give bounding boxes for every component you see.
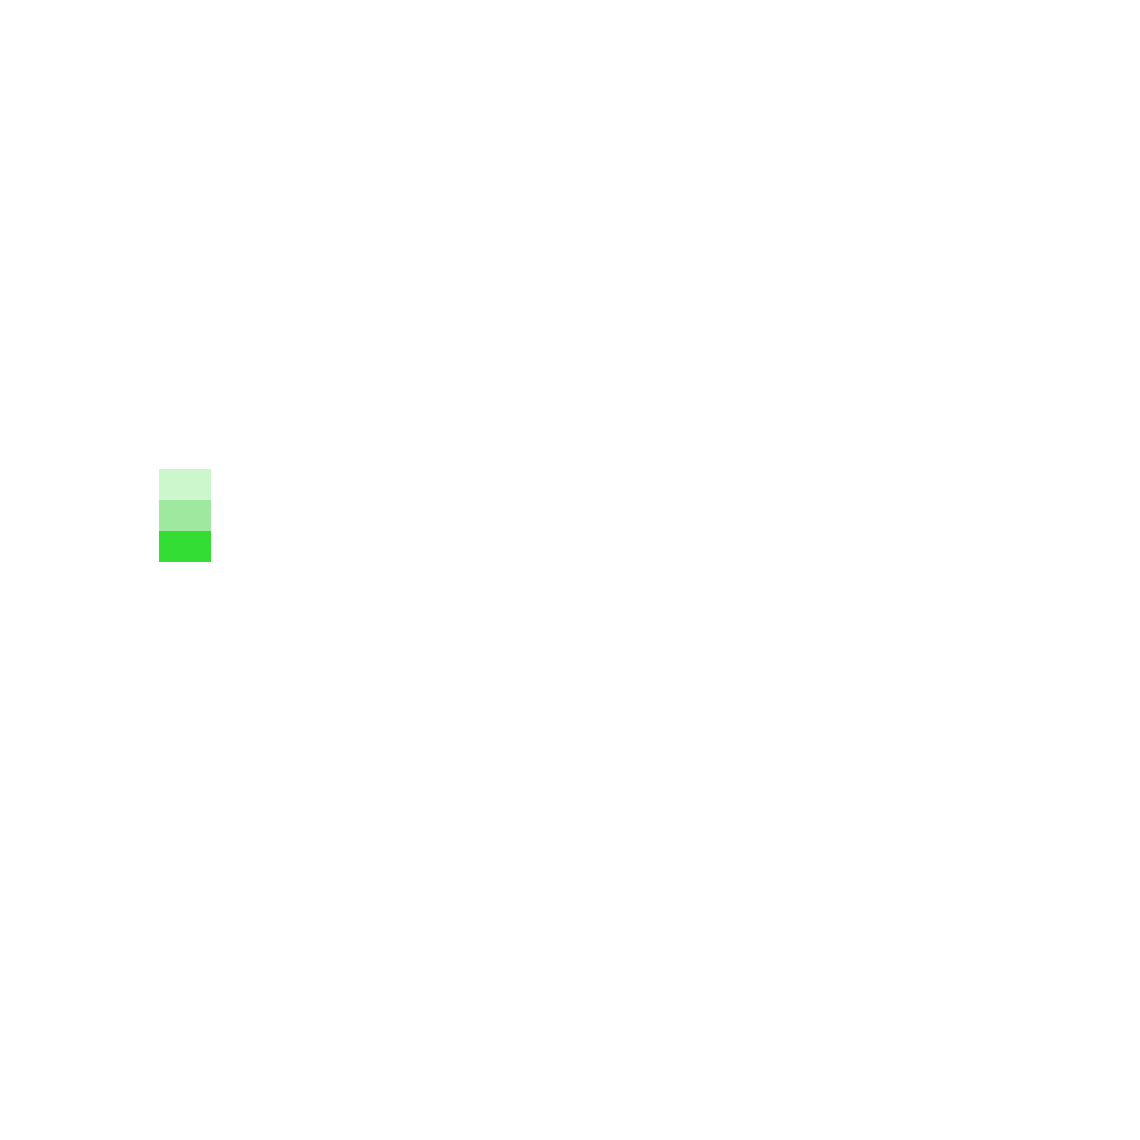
rh-80-swatch — [159, 500, 211, 531]
rh-90-swatch — [159, 531, 211, 562]
rh-70-swatch — [159, 469, 211, 500]
